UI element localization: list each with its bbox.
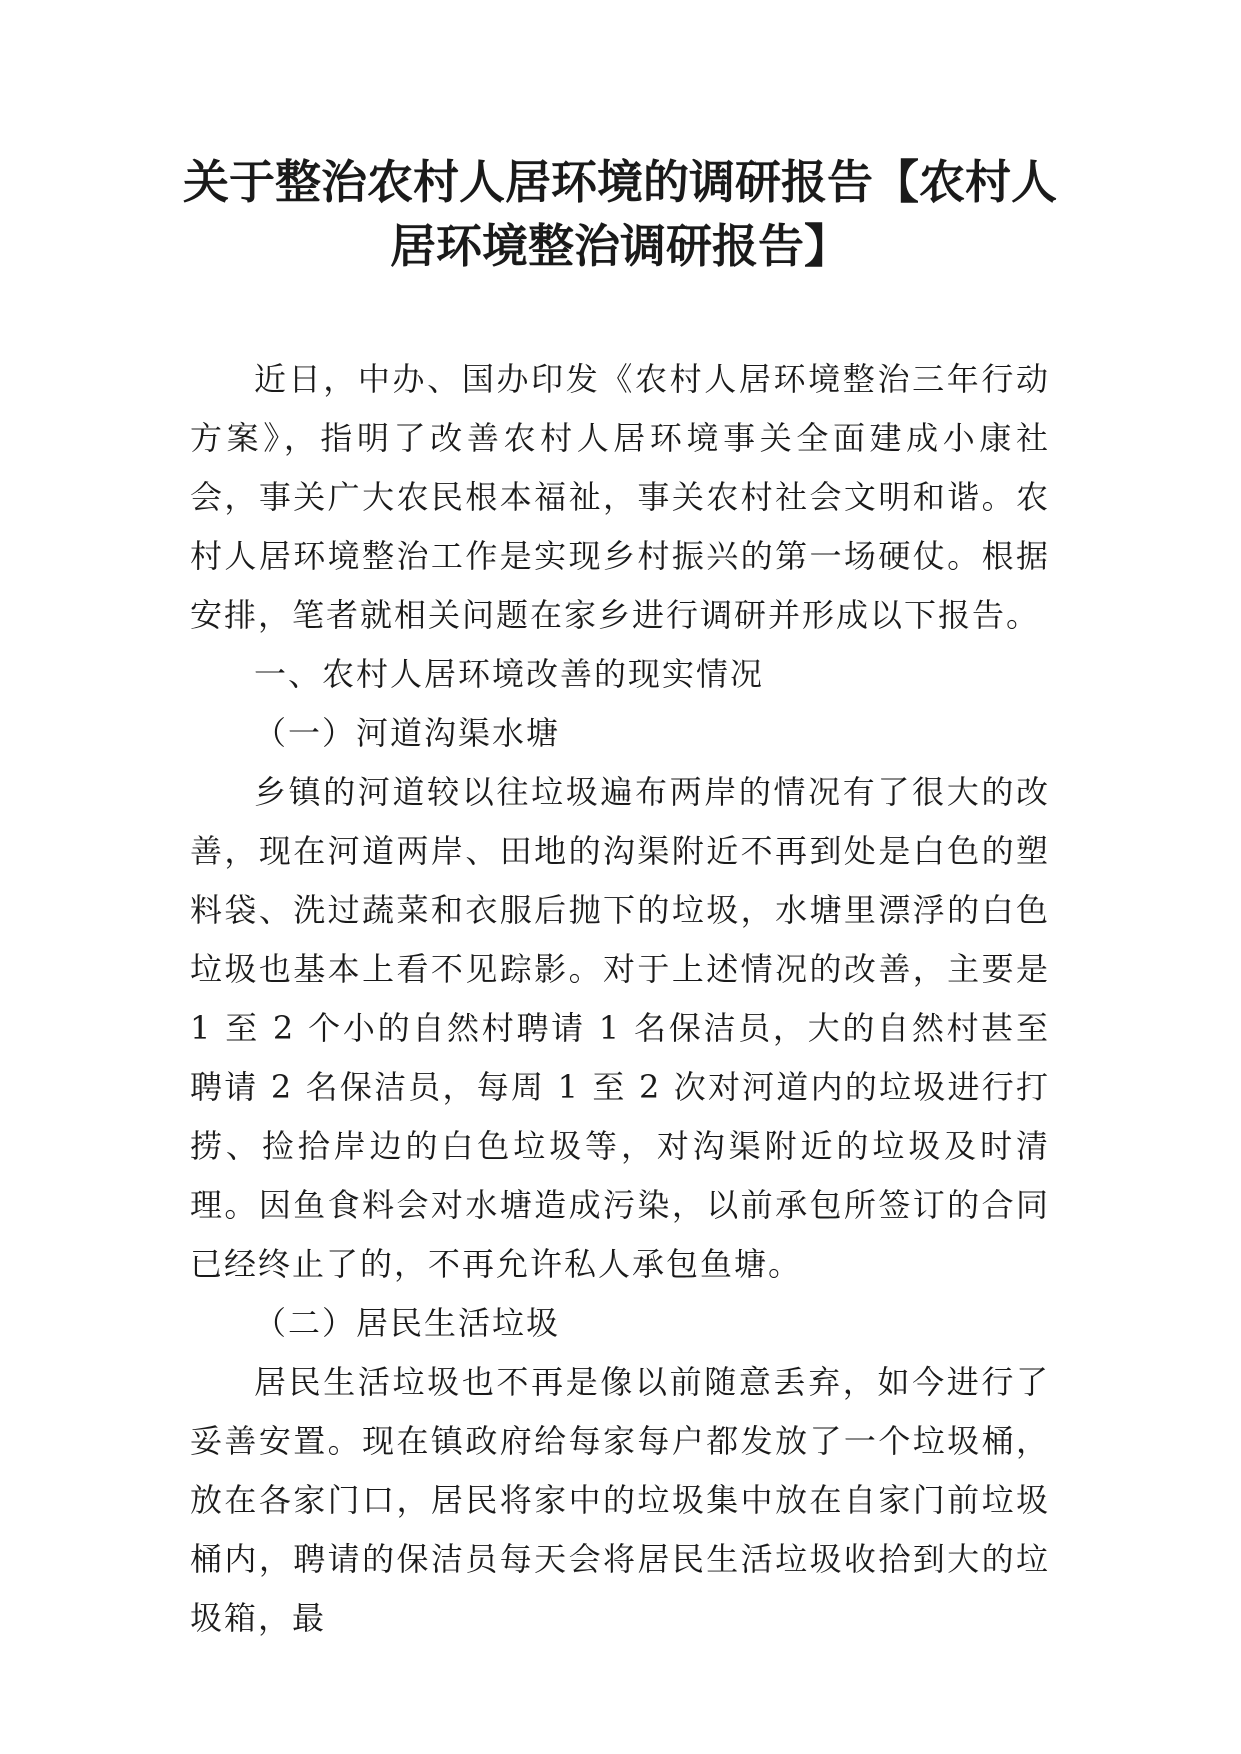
intro-paragraph: 近日，中办、国办印发《农村人居环境整治三年行动方案》，指明了改善农村人居环境事关全面建成小康社会，事关广大农民根本福祉，事关农村社会文明和谐。农村人居环境整治工作是实现乡村振兴的第一场硬仗。根据安排，笔者就相关问题在家乡进行调研并形成以下报告。 bbox=[190, 360, 1050, 634]
document-title bbox=[180, 150, 1060, 278]
document-body bbox=[190, 350, 1050, 1648]
subsection-heading-2: （二）居民生活垃圾 bbox=[254, 1304, 561, 1342]
subsection-paragraph-1: 乡镇的河道较以往垃圾遍布两岸的情况有了很大的改善，现在河道两岸、田地的沟渠附近不再到处是白色的塑料袋、洗过蔬菜和衣服后抛下的垃圾，水塘里漂浮的白色垃圾也基本上看不见踪影。对于上述情况的改善，主要是 1 至 2 个小的自然村聘请 1 名保洁员，大的自然村甚至聘请 2 名保洁员，每周 1 至 2 次对河道内的垃圾进行打捞、捡拾岸边的白色垃圾等，对沟渠附近的垃圾及时清理。因鱼食料会对水塘造成污染，以前承包所签订的合同已经终止了的，不再允许私人承包鱼塘。 bbox=[190, 773, 1050, 1283]
subsection-heading-1: （一）河道沟渠水塘 bbox=[254, 714, 561, 752]
title-line-2: 居环境整治调研报告】 bbox=[390, 219, 850, 273]
section-heading-1: 一、农村人居环境改善的现实情况 bbox=[254, 655, 765, 693]
title-line-1: 关于整治农村人居环境的调研报告【农村人 bbox=[183, 155, 1057, 209]
subsection-paragraph-2: 居民生活垃圾也不再是像以前随意丢弃，如今进行了妥善安置。现在镇政府给每家每户都发放了一个垃圾桶，放在各家门口，居民将家中的垃圾集中放在自家门前垃圾桶内，聘请的保洁员每天会将居民生活垃圾收拾到大的垃圾箱，最 bbox=[190, 1363, 1050, 1637]
